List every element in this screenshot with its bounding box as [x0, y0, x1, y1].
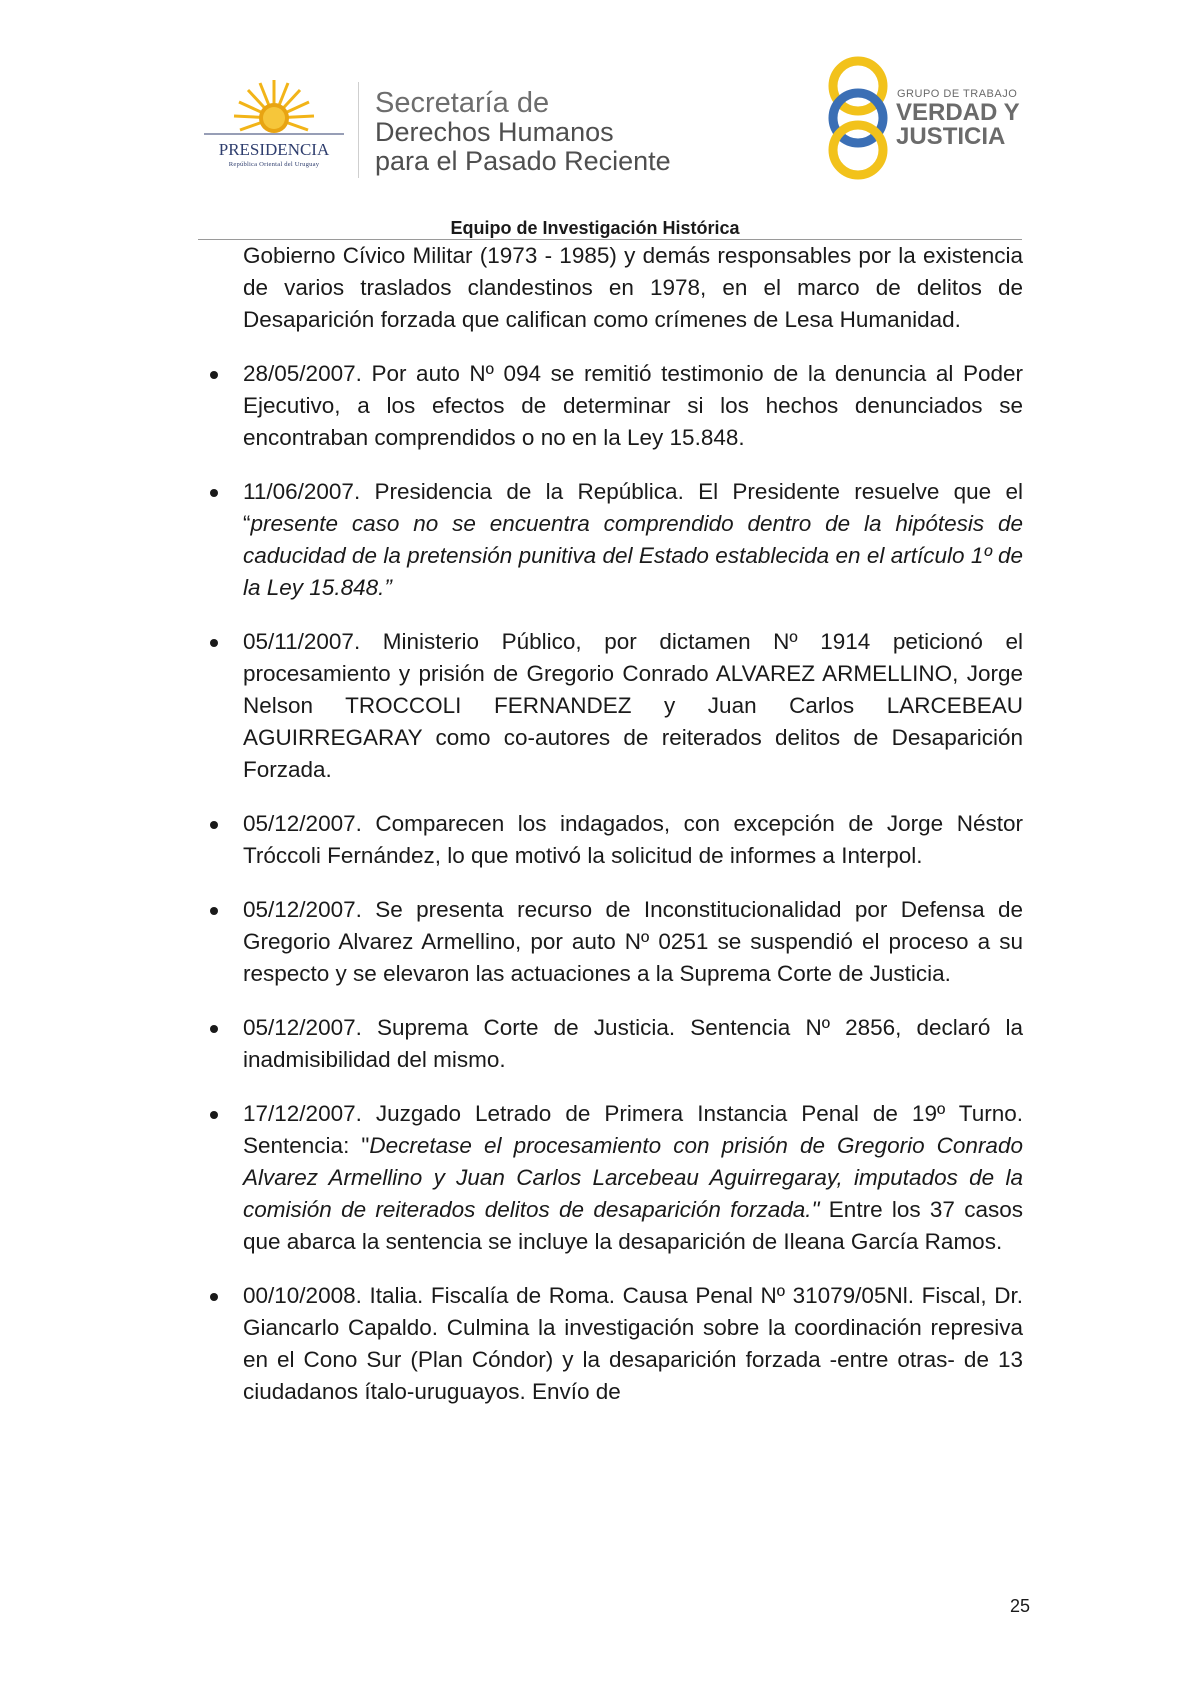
sun-emblem-icon [196, 78, 352, 142]
bullet-icon [210, 1111, 218, 1119]
item-text: 11/06/2007. Presidencia de la República. El Presidente resuelve que el “ [243, 479, 1023, 536]
bullet-icon [210, 1025, 218, 1033]
vyj-group-label: GRUPO DE TRABAJO [897, 88, 1018, 100]
item-text: 05/12/2007. Se presenta recurso de Inconstitucionalidad por Defensa de Gregorio Alvarez Armellino, por auto Nº 0251 se suspendió el proceso a su respecto y se elevaron las actuaciones a la Suprema Corte de Justicia. [243, 897, 1023, 986]
secretaria-line-2: Derechos Humanos [375, 117, 614, 147]
page-header [0, 0, 1190, 240]
list-item [243, 1098, 1023, 1258]
item-text: 05/12/2007. Comparecen los indagados, con excepción de Jorge Néstor Tróccoli Fernández, lo que motivó la solicitud de informes a Interpol. [243, 811, 1023, 868]
bullet-icon [210, 489, 218, 497]
bullet-icon [210, 821, 218, 829]
item-text: 05/12/2007. Suprema Corte de Justicia. Sentencia Nº 2856, declaró la inadmisibilidad del mismo. [243, 1015, 1023, 1072]
list-item [243, 476, 1023, 604]
list-item [243, 1280, 1023, 1408]
item-text: 28/05/2007. Por auto Nº 094 se remitió testimonio de la denuncia al Poder Ejecutivo, a los efectos de determinar si los hechos denunciados se encontraban comprendidos o no en la Ley 15.848. [243, 361, 1023, 450]
secretaria-line-1: Secretaría de [375, 87, 550, 119]
vyj-title-line-1: VERDAD Y [896, 99, 1020, 126]
intro-paragraph: Gobierno Cívico Militar (1973 - 1985) y demás responsables por la existencia de varios traslados clandestinos en 1978, en el marco de delitos de Desaparición forzada que califican como crímenes de Lesa Humanidad. [243, 243, 1023, 332]
presidencia-name: PRESIDENCIA [218, 140, 330, 159]
timeline-list [243, 358, 1023, 1408]
header-divider [358, 82, 359, 178]
page-number: 25 [1009, 1596, 1030, 1616]
verdad-justicia-logo [822, 56, 1022, 181]
item-text: 17/12/2007. Juzgado Letrado de Primera Instancia Penal de 19º Turno. Sentencia: " [243, 1101, 1023, 1158]
list-item [243, 1012, 1023, 1076]
list-item [243, 808, 1023, 872]
team-title: Equipo de Investigación Histórica [450, 218, 740, 238]
item-quote: Decretase el procesamiento con prisión de Gregorio Conrado Alvarez Armellino y Juan Carlos Larcebeau Aguirregaray, imputados de la comisión de reiterados delitos de desaparición forzada." [243, 1133, 1023, 1222]
vyj-title-line-2: JUSTICIA [896, 123, 1006, 150]
list-item [243, 626, 1023, 786]
bullet-icon [210, 1293, 218, 1301]
bullet-icon [210, 371, 218, 379]
bullet-icon [210, 907, 218, 915]
item-text-after: Entre los 37 casos que abarca la sentencia se incluye la desaparición de Ileana García Ramos. [243, 1197, 1023, 1254]
secretaria-logo-text [375, 88, 671, 176]
presidencia-subtitle: República Oriental del Uruguay [228, 161, 320, 168]
secretaria-line-3: para el Pasado Reciente [375, 146, 671, 176]
item-text: 05/11/2007. Ministerio Público, por dictamen Nº 1914 peticionó el procesamiento y prisión de Gregorio Conrado ALVAREZ ARMELLINO, Jorge Nelson TROCCOLI FERNANDEZ y Juan Carlos LARCEBEAU AGUIRREGARAY como co-autores de reiterados delitos de Desaparición Forzada. [243, 629, 1023, 782]
list-item [243, 894, 1023, 990]
list-item [243, 358, 1023, 454]
bullet-icon [210, 639, 218, 647]
item-text: 00/10/2008. Italia. Fiscalía de Roma. Causa Penal Nº 31079/05Nl. Fiscal, Dr. Giancarlo Capaldo. Culmina la investigación sobre la coordinación represiva en el Cono Sur (Plan Cóndor) y la desaparición forzada -entre otras- de 13 ciudadanos ítalo-uruguayos. Envío de [243, 1283, 1023, 1404]
document-body [243, 240, 1023, 1408]
item-quote: presente caso no se encuentra comprendido dentro de la hipótesis de caducidad de la pretensión punitiva del Estado establecida en el artículo 1º de la Ley 15.848.” [243, 511, 1023, 600]
interlocking-rings-icon [822, 56, 894, 181]
presidencia-logo [196, 78, 352, 178]
